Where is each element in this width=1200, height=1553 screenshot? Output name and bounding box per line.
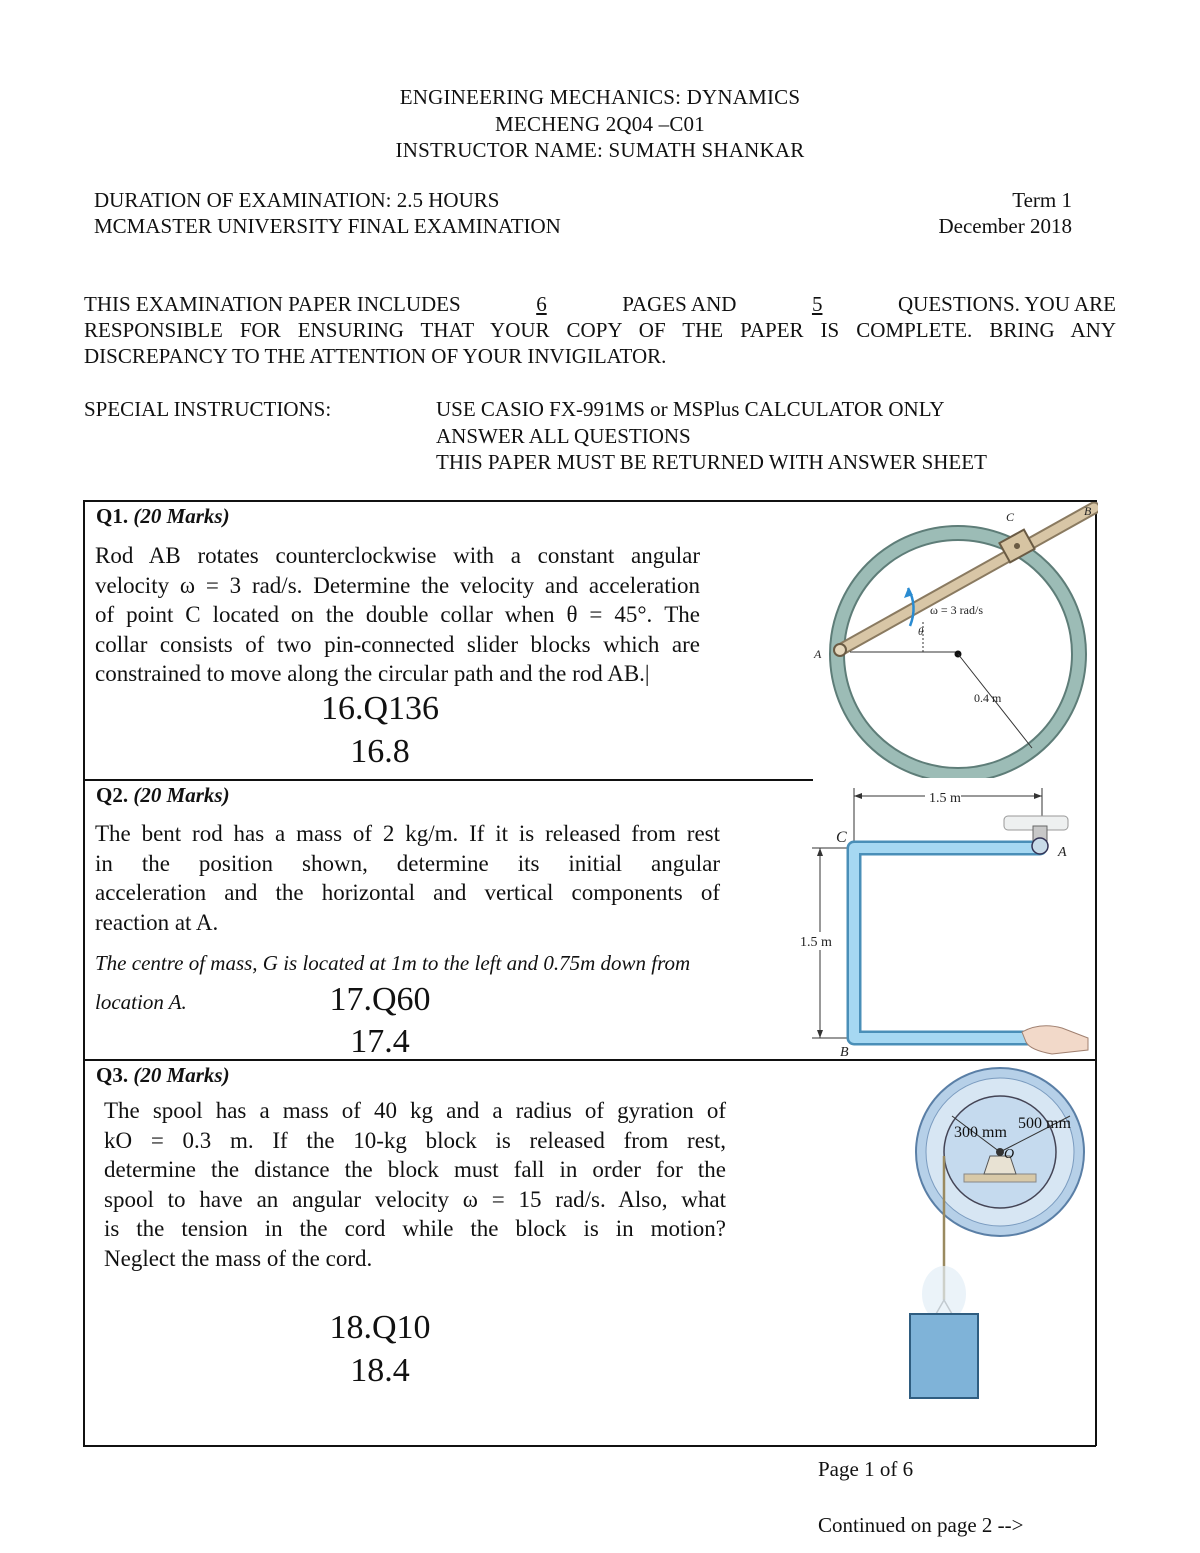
q3-line: The spool has a mass of 40 kg and a radius of gyration of xyxy=(104,1098,726,1123)
notice-line-1 xyxy=(84,292,1116,317)
q1-body xyxy=(95,541,700,689)
q1-separator xyxy=(83,779,813,781)
q3-line: Neglect the mass of the cord. xyxy=(104,1245,373,1271)
notice-line-3: DISCREPANCY TO THE ATTENTION OF YOUR INVIGILATOR. xyxy=(84,344,667,368)
q2-line: in the position shown, determine its initial angular xyxy=(95,850,720,876)
page-number: Page 1 of 6 xyxy=(818,1457,914,1481)
exam-duration: DURATION OF EXAMINATION: 2.5 HOURS xyxy=(94,188,500,212)
block xyxy=(910,1314,978,1398)
q1-number: Q1. xyxy=(96,504,129,528)
q3-line: kO = 0.3 m. If the 10-kg block is released from rest, xyxy=(104,1127,726,1153)
outer-radius-label: 500 mm xyxy=(1018,1115,1071,1132)
q2-line: acceleration and the horizontal and vertical components of xyxy=(95,880,720,905)
notice-part-1: THIS EXAMINATION PAPER INCLUDES xyxy=(84,292,461,316)
q2-line: The bent rod has a mass of 2 kg/m. If it is released from rest xyxy=(95,821,720,846)
exam-date: December 2018 xyxy=(938,214,1072,238)
q3-number: Q3. xyxy=(96,1063,129,1087)
q2-note-line-1: The centre of mass, G is located at 1m to the left and 0.75m down from xyxy=(95,951,691,975)
q2-line: reaction at A. xyxy=(95,909,219,935)
q3-body xyxy=(104,1096,726,1273)
hand-icon xyxy=(1022,1026,1088,1054)
q3-marks: (20 Marks) xyxy=(133,1063,230,1087)
q2-ref-2: 17.4 xyxy=(350,1023,410,1060)
course-code: MECHENG 2Q04 –C01 xyxy=(495,112,705,136)
q2-title xyxy=(96,783,230,808)
notice-part-2: PAGES AND xyxy=(622,292,737,316)
pin-a xyxy=(1032,838,1048,854)
exam-name: MCMASTER UNIVERSITY FINAL EXAMINATION xyxy=(94,214,561,238)
q3-ref-1: 18.Q10 xyxy=(329,1309,431,1346)
q1-line: collar consists of two pin-connected slider blocks which are xyxy=(95,631,700,657)
q3-line: is the tension in the cord while the block is in motion? xyxy=(104,1216,726,1241)
q1-title xyxy=(96,504,230,529)
q1-line: velocity ω = 3 rad/s. Determine the velocity and acceleration xyxy=(95,572,700,598)
table-border-bottom xyxy=(83,1445,1096,1447)
q2-separator xyxy=(83,1059,1096,1061)
point-a-label: A xyxy=(814,647,822,661)
q3-line: determine the distance the block must fall in order for the xyxy=(104,1157,726,1182)
width-label: 1.5 m xyxy=(929,791,961,806)
radius-label: 0.4 m xyxy=(974,691,1002,705)
bent-rod xyxy=(854,846,1040,1038)
notice-pages: 6 xyxy=(536,292,547,316)
arrow-left-icon xyxy=(854,793,862,799)
course-title: ENGINEERING MECHANICS: DYNAMICS xyxy=(399,85,801,109)
omega-label: ω = 3 rad/s xyxy=(930,603,983,617)
point-c-label: C xyxy=(836,829,847,846)
arrow-up-icon xyxy=(817,848,823,856)
q3-line: spool to have an angular velocity ω = 15 rad/s. Also, what xyxy=(104,1186,726,1212)
special-label: SPECIAL INSTRUCTIONS: xyxy=(84,397,332,421)
q1-line: Rod AB rotates counterclockwise with a constant angular xyxy=(95,543,700,568)
bent-rod-edge xyxy=(854,846,1040,1038)
inner-radius-label: 300 mm xyxy=(954,1124,1007,1141)
q1-marks: (20 Marks) xyxy=(133,504,230,528)
height-label: 1.5 m xyxy=(800,935,832,950)
special-item: THIS PAPER MUST BE RETURNED WITH ANSWER SHEET xyxy=(436,450,987,474)
q2-number: Q2. xyxy=(96,783,129,807)
q1-line: of point C located on the double collar when θ = 45°. The xyxy=(95,602,700,627)
pin-a xyxy=(834,644,846,656)
arrow-down-icon xyxy=(817,1030,823,1038)
spool-base xyxy=(964,1174,1036,1182)
q3-figure xyxy=(900,1064,1094,1404)
exam-term: Term 1 xyxy=(1012,188,1072,212)
instructor-name: INSTRUCTOR NAME: SUMATH SHANKAR xyxy=(395,138,805,162)
q2-note-line-2: location A. xyxy=(95,990,187,1014)
point-b-label: B xyxy=(840,1045,849,1059)
special-item: ANSWER ALL QUESTIONS xyxy=(436,424,691,448)
continued-note: Continued on page 2 --> xyxy=(818,1513,1024,1537)
notice-line-2: RESPONSIBLE FOR ENSURING THAT YOUR COPY OF THE PAPER IS COMPLETE. BRING ANY xyxy=(84,318,1116,342)
point-b-label: B xyxy=(1084,504,1092,518)
q2-body xyxy=(95,819,720,937)
point-c-label: C xyxy=(1006,510,1015,524)
point-o-label: O xyxy=(1004,1147,1015,1162)
q3-title xyxy=(96,1063,230,1088)
q2-figure xyxy=(790,782,1095,1059)
q2-ref-1: 17.Q60 xyxy=(329,981,431,1018)
q1-line: constrained to move along the circular path and the rod AB.| xyxy=(95,661,650,686)
notice-questions: 5 xyxy=(811,292,823,316)
q3-ref-2: 18.4 xyxy=(350,1352,410,1389)
notice-part-3: QUESTIONS. YOU ARE xyxy=(897,292,1116,316)
point-a-label: A xyxy=(1058,845,1067,860)
table-border-left xyxy=(83,500,85,1446)
theta-label: θ xyxy=(918,626,924,638)
special-item: USE CASIO FX-991MS or MSPlus CALCULATOR ONLY xyxy=(436,397,945,421)
q1-ref-1: 16.Q136 xyxy=(320,690,440,727)
arrow-right-icon xyxy=(1034,793,1042,799)
q1-figure xyxy=(810,502,1098,778)
q1-ref-2: 16.8 xyxy=(350,733,410,770)
q2-marks: (20 Marks) xyxy=(133,783,230,807)
